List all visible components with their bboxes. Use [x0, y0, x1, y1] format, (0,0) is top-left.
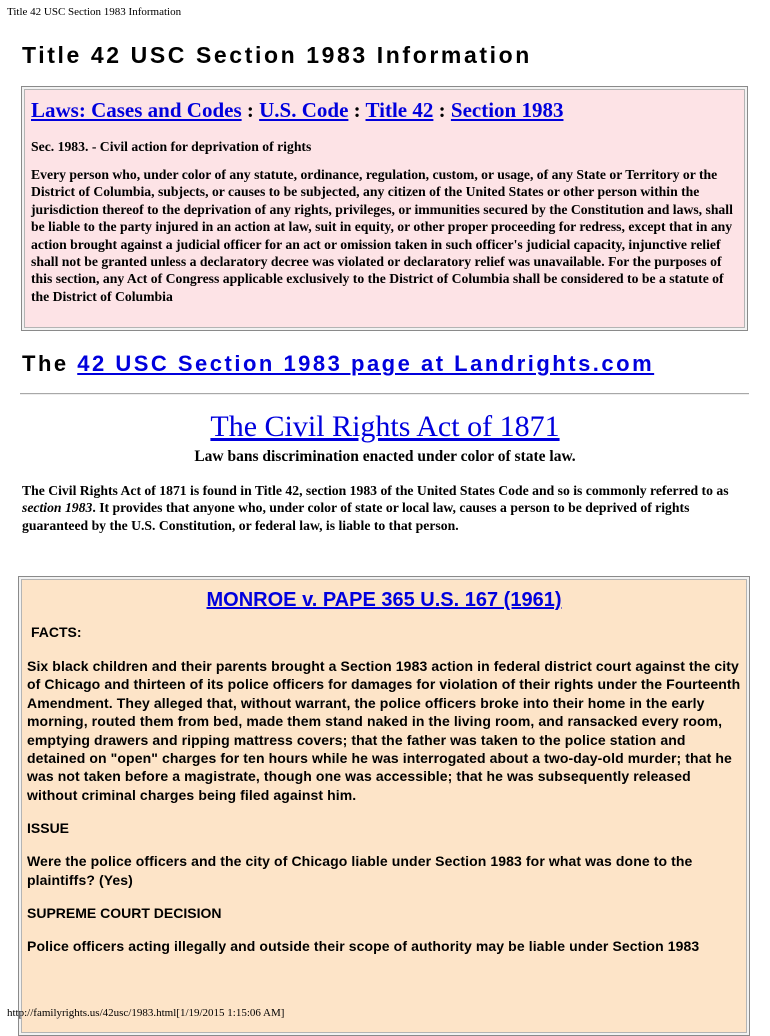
issue-text: Were the police officers and the city of Chicago liable under Section 1983 for what was done to the plaintiffs? (Yes): [27, 853, 693, 888]
law-text: Every person who, under color of any statute, ordinance, regulation, custom, or usage, of any State or Territory or the District of Columbia, subjects, or causes to be subjected, any citizen of the United States or other person within the jurisdiction thereof to the deprivation of any rights, privileges, or immunities secured by the Constitution and laws, shall be liable to the party injured in an action at law, suit in equity, or other proper proceeding for redress, except that in any action brought against a judicial officer for an act or omission taken in such officer's judicial capacity, injunctive relief shall not be granted unless a declaratory decree was violated or declaratory relief was unavailable. For the purposes of this section, any Act of Congress applicable exclusively to the District of Columbia shall be considered to be a statute of the District of Columbia: [31, 167, 733, 304]
landrights-heading: [22, 349, 654, 379]
landrights-prefix: The: [22, 351, 78, 376]
breadcrumb-laws-link[interactable]: Laws: Cases and Codes: [31, 98, 242, 122]
issue-label: ISSUE: [27, 820, 70, 837]
decision-label: SUPREME COURT DECISION: [27, 905, 222, 922]
law-section-heading: Sec. 1983. - Civil action for deprivation of rights: [31, 139, 312, 154]
law-box-inner: [24, 89, 745, 328]
act-description-text: The Civil Rights Act of 1871 is found in Title 42, section 1983 of the United States Code and so is commonly referred to as: [22, 483, 729, 498]
case-box-inner: [21, 579, 747, 1033]
page-title: Title 42 USC Section 1983 Information: [22, 42, 532, 68]
act-description-text: . It provides that anyone who, under color of state or local law, causes a person to be deprived of rights guaranteed by the U.S. Constitution, or federal law, is liable to that person.: [22, 500, 690, 533]
breadcrumb-separator: :: [433, 98, 451, 122]
breadcrumb-uscode-link[interactable]: U.S. Code: [259, 98, 349, 122]
facts-label: FACTS:: [31, 624, 82, 640]
horizontal-rule: [20, 393, 749, 395]
print-header: Title 42 USC Section 1983 Information: [7, 6, 182, 18]
act-description: [22, 482, 750, 534]
law-box: [21, 86, 748, 331]
case-title: [27, 587, 741, 613]
act-title-link[interactable]: The Civil Rights Act of 1871: [210, 410, 560, 443]
decision-text: Police officers acting illegally and outside their scope of authority may be liable under Section 1983: [27, 938, 700, 955]
case-box: [18, 576, 750, 1036]
breadcrumb: [31, 96, 737, 124]
act-description-italic: section 1983: [22, 500, 93, 516]
breadcrumb-section-link[interactable]: Section 1983: [450, 98, 564, 122]
breadcrumb-title-link[interactable]: Title 42: [365, 98, 434, 122]
act-title: [0, 408, 770, 446]
act-subtitle: Law bans discrimination enacted under color of state law.: [194, 448, 576, 465]
breadcrumb-separator: :: [348, 98, 366, 122]
print-footer: http://familyrights.us/42usc/1983.html[1/19/2015 1:15:06 AM]: [7, 1007, 285, 1019]
landrights-link[interactable]: 42 USC Section 1983 page at Landrights.com: [77, 351, 655, 376]
case-title-link[interactable]: MONROE v. PAPE 365 U.S. 167 (1961): [206, 589, 562, 611]
facts-text: Six black children and their parents brought a Section 1983 action in federal district court against the city of Chicago and thirteen of its police officers for damages for violation of their rights under the Fourteenth Amendment. They alleged that, without warrant, the police officers broke into their home in the early morning, routed them from bed, made them stand naked in the living room, and ransacked every room, emptying drawers and ripping mattress covers; that the father was taken to the police station and detained on "open" charges for ten hours while he was interrogated about a two-day-old murder; that he was not taken before a magistrate, though one was accessible; that he was subsequently released without criminal charges being filed against him.: [27, 658, 741, 803]
breadcrumb-separator: :: [241, 98, 260, 122]
